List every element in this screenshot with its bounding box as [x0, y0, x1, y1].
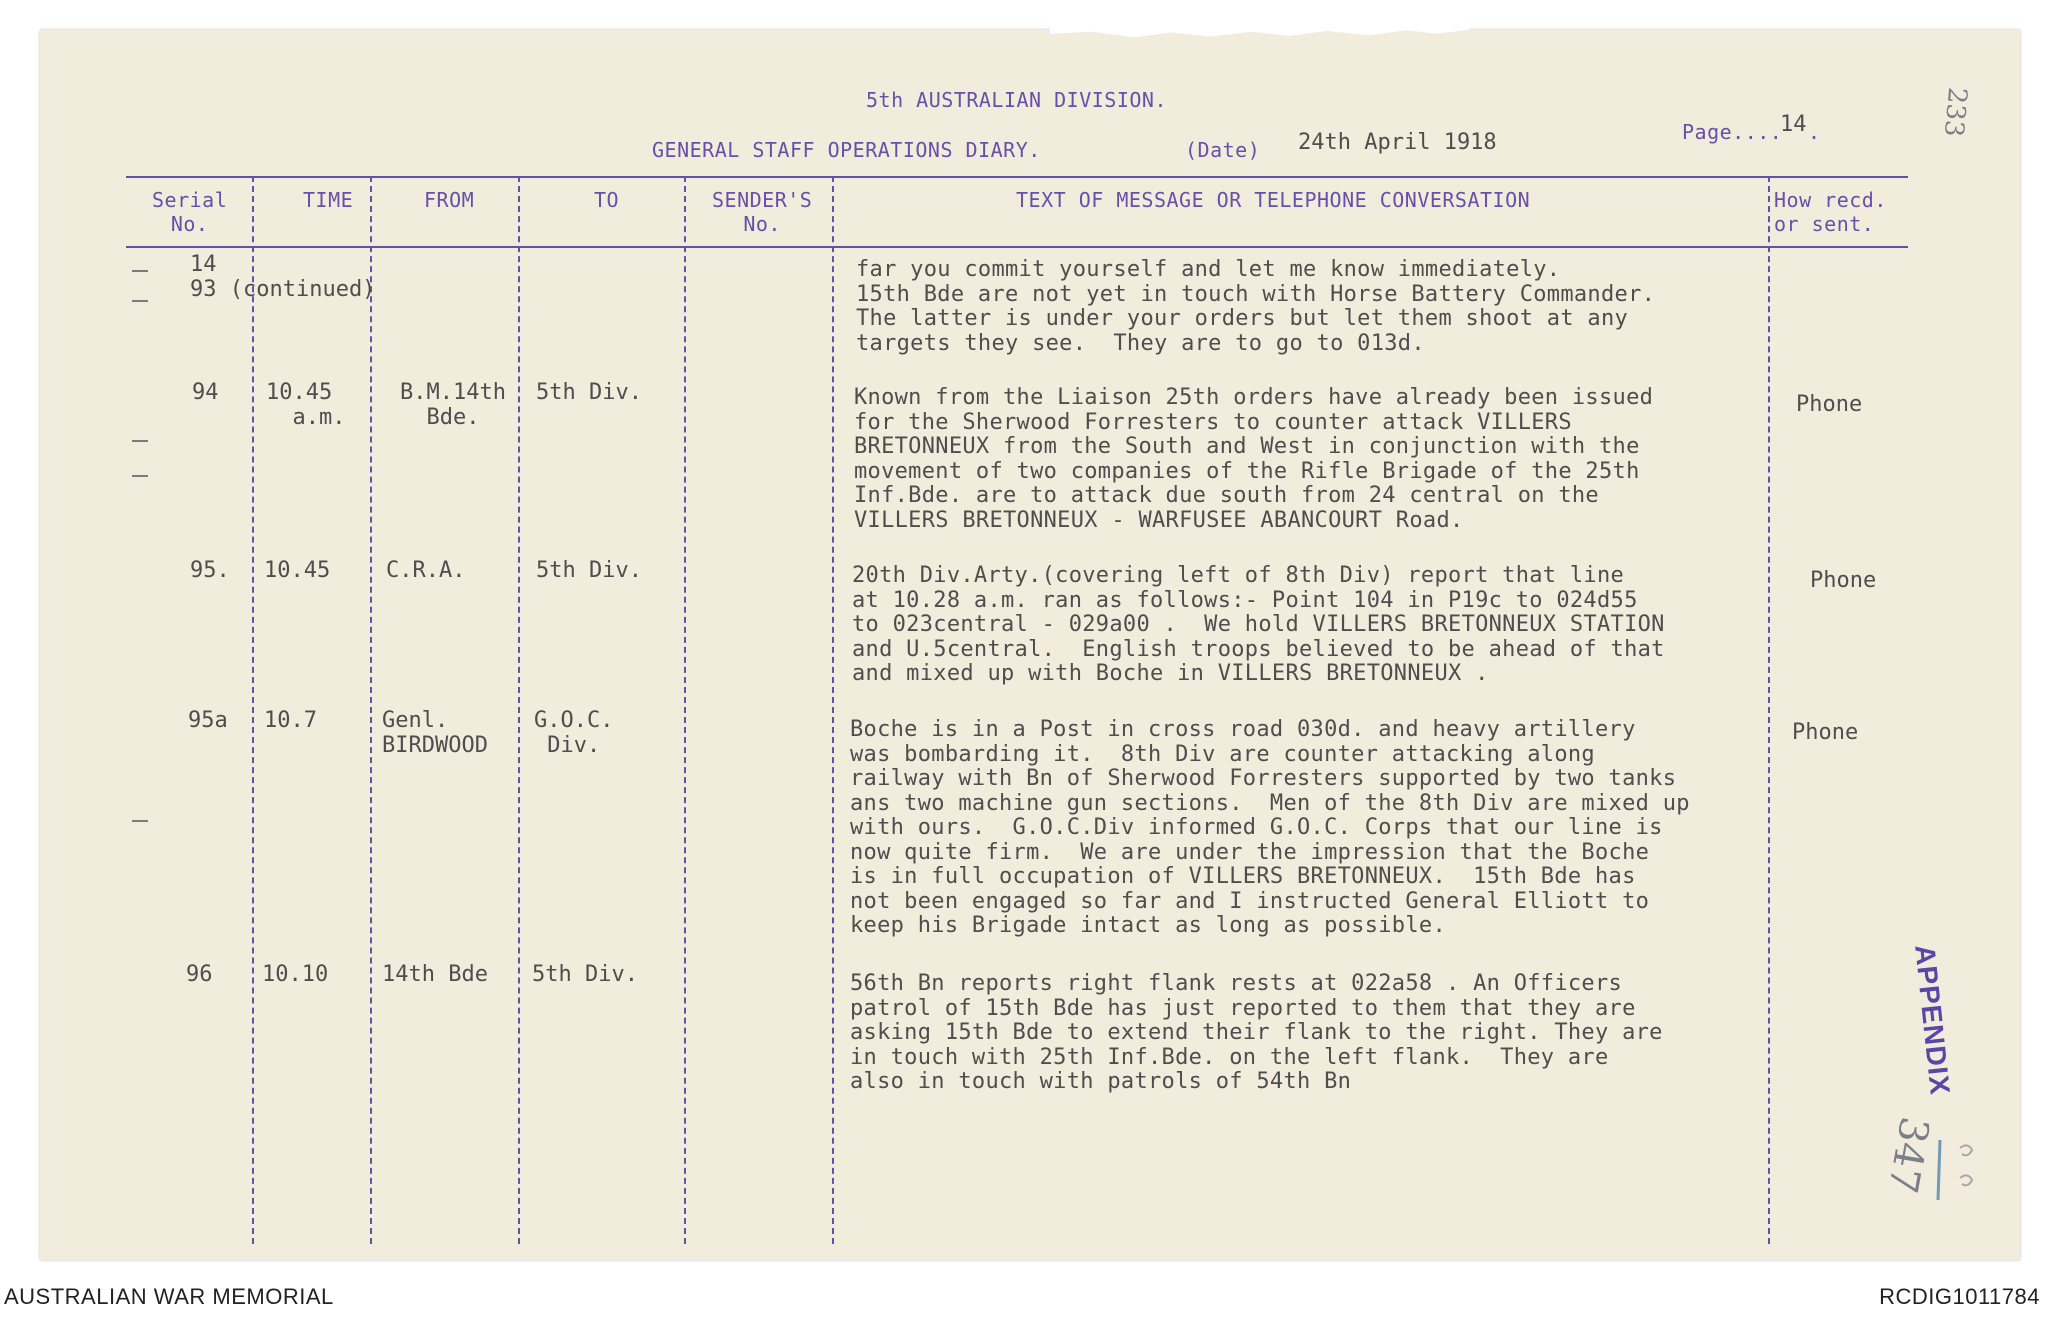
column-divider: [1768, 176, 1770, 1244]
time-cell: 10.45 a.m.: [266, 380, 346, 430]
margin-mark: [132, 440, 148, 442]
how-cell: Phone: [1796, 392, 1863, 417]
message-text: 20th Div.Arty.(covering left of 8th Div) report that line at 10.28 a.m. ran as follows:- Point 104 in P19c to 024d55 to 023central - 029a00 . We hold VILLERS BRETONNEUX STATION and U.5central. English troops believed to be ahead of that and mixed up with Boche in VILLERS BRETONNEUX .: [852, 563, 1665, 686]
date-label: (Date): [1185, 138, 1261, 162]
to-cell: 5th Div.: [536, 380, 642, 405]
serial-cell: 95a: [188, 708, 228, 733]
footer-institution: AUSTRALIAN WAR MEMORIAL: [4, 1284, 334, 1309]
col-header-serial: Serial No.: [152, 188, 228, 236]
message-text: Boche is in a Post in cross road 030d. and heavy artillery was bombarding it. 8th Div are counter attacking along railway with Bn of Sherwood Forresters supported by two tanks ans two machine gun sections. Men of the 8th Div are mixed up with ours. G.O.C.Div informed G.O.C. Corps that our line is now quite firm. We are under the impression that the Boche is in full occupation of VILLERS BRETONNEUX. 15th Bde has not been engaged so far and I instructed General Elliott to keep his Brigade intact as long as possible.: [850, 717, 1690, 938]
date-value: 24th April 1918: [1298, 130, 1497, 155]
footer-catalogue-id: RCDIG1011784: [1879, 1284, 2040, 1309]
column-divider: [832, 176, 834, 1244]
col-header-senders-no: SENDER'S No.: [712, 188, 813, 236]
time-cell: 10.7: [264, 708, 317, 733]
col-header-time: TIME: [303, 188, 354, 212]
from-cell: C.R.A.: [386, 558, 466, 583]
time-cell: 10.45: [264, 558, 331, 583]
to-cell: 5th Div.: [532, 962, 638, 987]
diary-title: GENERAL STAFF OPERATIONS DIARY.: [652, 138, 1041, 162]
appendix-stamp: APPENDIX: [1909, 943, 1956, 1097]
to-cell: 5th Div.: [536, 558, 642, 583]
serial-cell: 96: [186, 962, 213, 987]
message-text: far you commit yourself and let me know immediately. 15th Bde are not yet in touch with Horse Battery Commander. The latter is under your orders but let them shoot at any targets they see. They are to go to 013d.: [856, 257, 1656, 356]
message-text: Known from the Liaison 25th orders have already been issued for the Sherwood Forresters to counter attack VILLERS BRETONNEUX from the South and West in conjunction with the movement of two companies of the Rifle Brigade of the 25th Inf.Bde. are to attack due south from 24 central on the VILLERS BRETONNEUX - WARFUSEE ABANCOURT Road.: [854, 385, 1654, 533]
column-divider: [518, 176, 520, 1244]
page-label: Page....: [1682, 120, 1783, 144]
handwritten-folio-bottom: 347: [1878, 1113, 1938, 1197]
time-cell: 10.10: [262, 962, 329, 987]
serial-cell: 94: [192, 380, 219, 405]
col-header-from: FROM: [424, 188, 475, 212]
how-cell: Phone: [1792, 720, 1859, 745]
margin-mark: [132, 820, 148, 822]
col-header-text: TEXT OF MESSAGE OR TELEPHONE CONVERSATION: [1016, 188, 1531, 212]
table-top-rule: [126, 176, 1908, 178]
handwritten-mark: [1920, 1130, 2000, 1210]
column-divider: [684, 176, 686, 1244]
division-title: 5th AUSTRALIAN DIVISION.: [866, 88, 1167, 112]
margin-mark: [132, 475, 148, 477]
how-cell: Phone: [1810, 568, 1877, 593]
margin-mark: [132, 270, 148, 272]
handwritten-folio-top: 233: [1937, 85, 1973, 139]
header-bottom-rule: [126, 246, 1908, 248]
col-header-how: How recd. or sent.: [1774, 188, 1887, 236]
page-number: 14: [1780, 112, 1807, 137]
margin-mark: [132, 300, 148, 302]
to-cell: G.O.C. Div.: [534, 708, 614, 758]
column-divider: [252, 176, 254, 1244]
message-text: 56th Bn reports right flank rests at 022a58 . An Officers patrol of 15th Bde has just reported to them that they are asking 15th Bde to extend their flank to the right. They are in touch with 25th Inf.Bde. on the left flank. They are also in touch with patrols of 54th Bn: [850, 971, 1663, 1094]
column-divider: [370, 176, 372, 1244]
from-cell: B.M.14th Bde.: [400, 380, 506, 430]
from-cell: Genl. BIRDWOOD: [382, 708, 488, 758]
col-header-to: TO: [594, 188, 620, 212]
serial-cell: 14 93 (continued): [190, 252, 376, 302]
page-dot: .: [1808, 120, 1821, 144]
from-cell: 14th Bde: [382, 962, 488, 987]
serial-cell: 95.: [190, 558, 230, 583]
